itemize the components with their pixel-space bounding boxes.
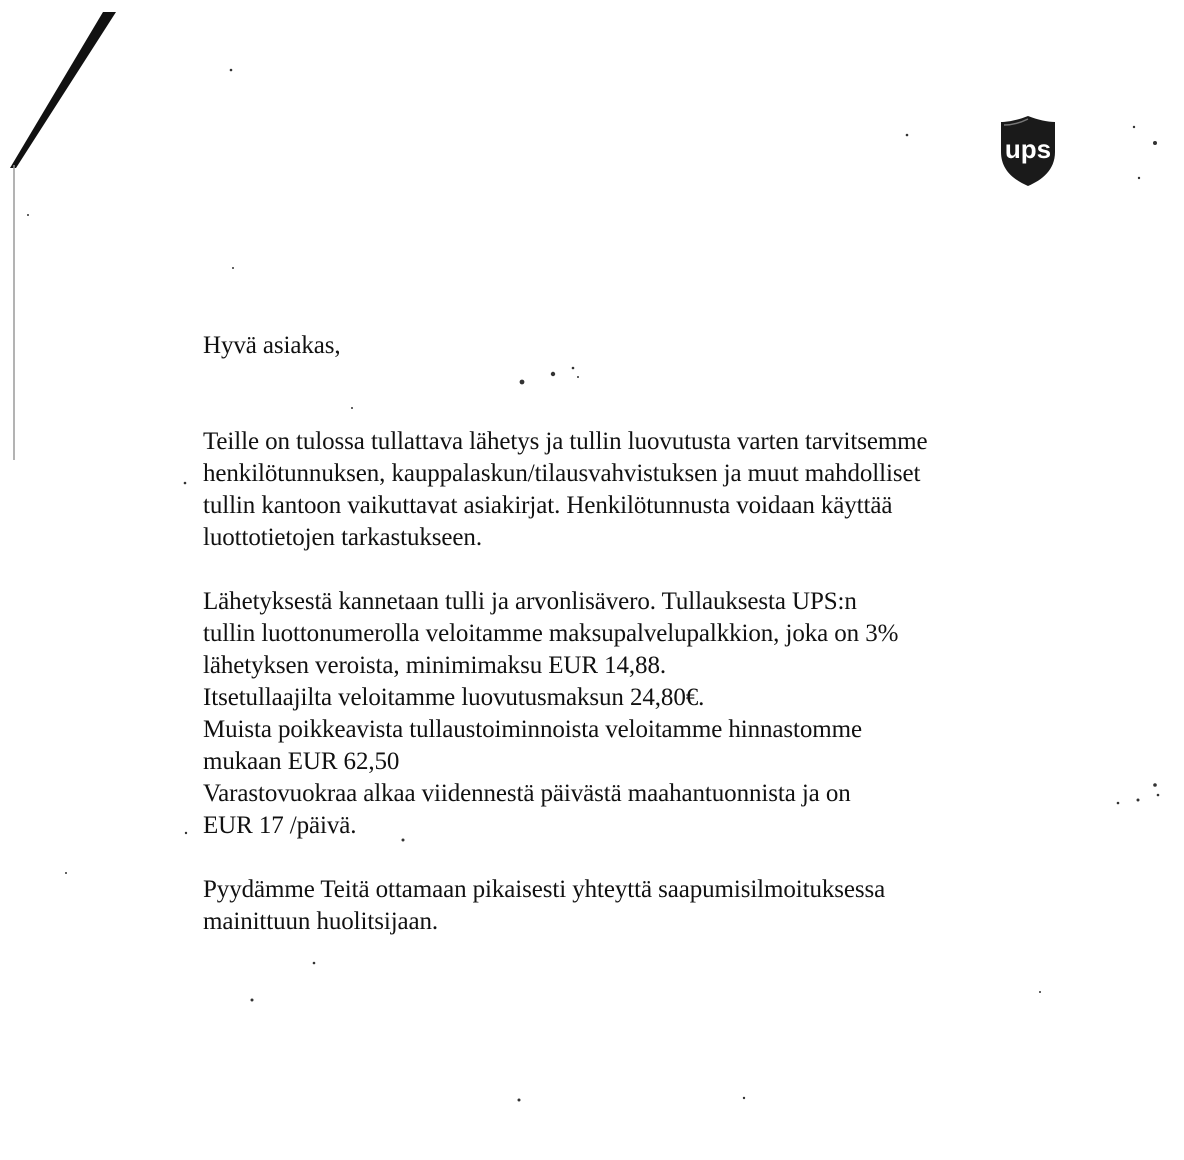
- text-line: Varastovuokraa alkaa viidennestä päivästä maahantuonnista ja on: [203, 780, 851, 807]
- text-line: Lähetyksestä kannetaan tulli ja arvonlisävero. Tullauksesta UPS:n: [203, 588, 857, 615]
- ups-logo-text: ups: [1004, 134, 1052, 164]
- text-line: Pyydämme Teitä ottamaan pikaisesti yhteyttä saapumisilmoituksessa: [203, 876, 886, 903]
- text-line: tullin kantoon vaikuttavat asiakirjat. Henkilötunnusta voidaan käyttää: [203, 492, 893, 519]
- text-line: henkilötunnuksen, kauppalaskun/tilausvahvistuksen ja muut mahdolliset: [203, 460, 921, 487]
- paragraph-contact-request: [203, 874, 1103, 938]
- text-line: EUR 17 /päivä.: [203, 812, 357, 839]
- text-line: tullin luottonumerolla veloitamme maksupalvelupalkkion, joka on 3%: [203, 620, 899, 647]
- ups-logo: [996, 112, 1060, 188]
- letter-body: [203, 330, 1103, 970]
- text-line: mukaan EUR 62,50: [203, 748, 400, 775]
- salutation: Hyvä asiakas,: [203, 332, 341, 359]
- paragraph-fees: [203, 586, 1103, 842]
- ups-shield-logo-icon: [996, 112, 1060, 188]
- text-line: luottotietojen tarkastukseen.: [203, 524, 482, 551]
- text-line: mainittuun huolitsijaan.: [203, 908, 439, 935]
- scan-diagonal-stroke: [10, 12, 116, 168]
- paragraph-customs-documents: [203, 426, 1103, 554]
- text-line: lähetyksen veroista, minimimaksu EUR 14,88.: [203, 652, 666, 679]
- text-line: Itsetullaajilta veloitamme luovutusmaksun 24,80€.: [203, 684, 705, 711]
- text-line: Teille on tulossa tullattava lähetys ja tullin luovutusta varten tarvitsemme: [203, 428, 928, 455]
- text-line: Muista poikkeavista tullaustoiminnoista veloitamme hinnastomme: [203, 716, 862, 743]
